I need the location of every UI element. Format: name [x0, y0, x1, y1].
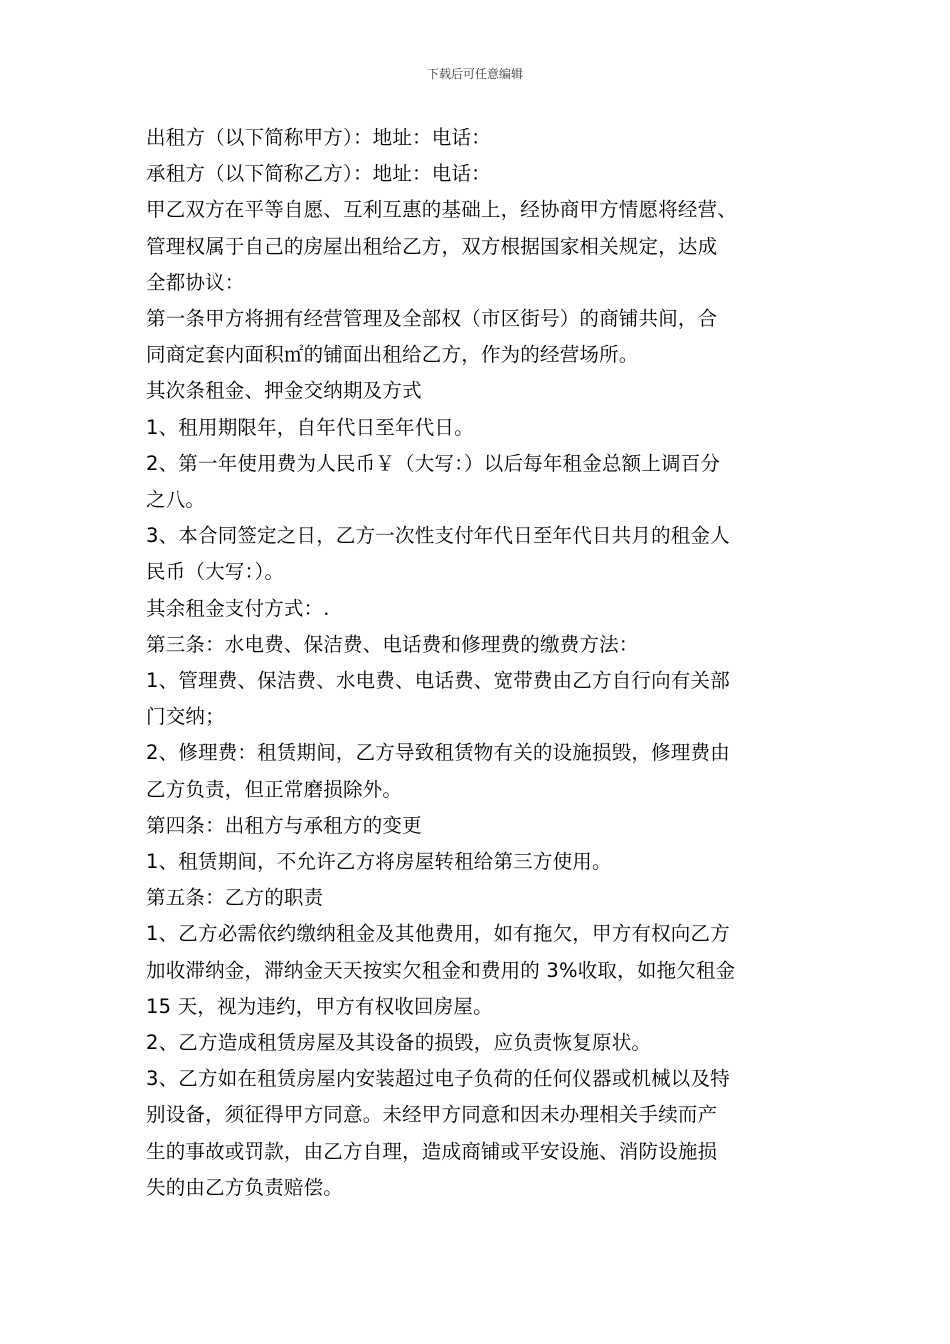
text-line: 1、租赁期间，不允许乙方将房屋转租给第三方使用。: [146, 850, 612, 874]
text-line: 第五条：乙方的职责: [146, 886, 324, 910]
text-line: 全都协议：: [146, 270, 245, 294]
text-line: 1、乙方必需依约缴纳租金及其他费用，如有拖欠，甲方有权向乙方: [146, 922, 730, 946]
paragraph-article-5-heading: [146, 880, 816, 916]
paragraph-lessee: [146, 156, 816, 192]
text-line: 第四条：出租方与承租方的变更: [146, 813, 422, 837]
text-line: 15 天，视为违约，甲方有权收回房屋。: [146, 994, 493, 1018]
text-line: 3、本合同签定之日，乙方一次性支付年代日至年代日共月的租金人: [146, 524, 730, 548]
text-line: 3、乙方如在租赁房屋内安装超过电子负荷的任何仪器或机械以及特: [146, 1067, 730, 1091]
paragraph-article-3-item-2: [146, 735, 816, 807]
text-line: 其次条租金、押金交纳期及方式: [146, 379, 422, 403]
paragraph-lessor: [146, 120, 816, 156]
paragraph-article-2-item-3: [146, 518, 816, 590]
text-line: 之八。: [146, 488, 206, 512]
text-line: 2、修理费：租赁期间，乙方导致租赁物有关的设施损毁，修理费由: [146, 741, 730, 765]
text-line: 第三条：水电费、保洁费、电话费和修理费的缴费方法：: [146, 632, 639, 656]
text-line: 其余租金支付方式：.: [146, 596, 330, 620]
paragraph-preamble: [146, 192, 816, 301]
text-line: 乙方负责，但正常磨损除外。: [146, 777, 403, 801]
text-line: 加收滞纳金，滞纳金天天按实欠租金和费用的 3%收取，如拖欠租金: [146, 958, 736, 982]
text-line: 失的由乙方负责赔偿。: [146, 1175, 344, 1199]
paragraph-article-2-item-1: [146, 410, 816, 446]
paragraph-other-payment: [146, 591, 816, 627]
text-line: 承租方（以下简称乙方）：地址：电话：: [146, 162, 491, 186]
text-line: 管理权属于自己的房屋出租给乙方，双方根据国家相关规定，达成: [146, 234, 718, 258]
paragraph-article-3-heading: [146, 627, 816, 663]
paragraph-article-4-heading: [146, 808, 816, 844]
page-header-note: 下载后可任意编辑: [426, 67, 523, 81]
text-line: 民币（大写：）。: [146, 560, 285, 584]
document-body: [146, 120, 816, 1206]
text-line: 出租方（以下简称甲方）：地址：电话：: [146, 126, 491, 149]
paragraph-article-3-item-1: [146, 663, 816, 735]
text-line: 2、乙方造成租赁房屋及其设备的损毁，应负责恢复原状。: [146, 1031, 652, 1055]
text-line: 甲乙双方在平等自愿、互利互惠的基础上，经协商甲方情愿将经营、: [146, 198, 738, 222]
paragraph-article-2-heading: [146, 373, 816, 409]
paragraph-article-4-item-1: [146, 844, 816, 880]
text-line: 第一条甲方将拥有经营管理及全部权（市区街号）的商铺共间，合: [146, 307, 718, 331]
text-line: 同商定套内面积㎡的铺面出租给乙方，作为的经营场所。: [146, 343, 639, 367]
paragraph-article-2-item-2: [146, 446, 816, 518]
paragraph-article-5-item-1: [146, 916, 816, 1025]
text-line: 生的事故或罚款，由乙方自理，造成商铺或平安设施、消防设施损: [146, 1139, 718, 1163]
paragraph-article-5-item-3: [146, 1061, 816, 1206]
text-line: 1、租用期限年，自年代日至年代日。: [146, 415, 474, 439]
paragraph-article-5-item-2: [146, 1025, 816, 1061]
text-line: 2、第一年使用费为人民币￥（大写：）以后每年租金总额上调百分: [146, 451, 721, 475]
paragraph-article-1: [146, 301, 816, 373]
text-line: 门交纳；: [146, 705, 225, 729]
text-line: 别设备，须征得甲方同意。未经甲方同意和因未办理相关手续而产: [146, 1103, 718, 1127]
text-line: 1、管理费、保洁费、水电费、电话费、宽带费由乙方自行向有关部: [146, 669, 730, 693]
